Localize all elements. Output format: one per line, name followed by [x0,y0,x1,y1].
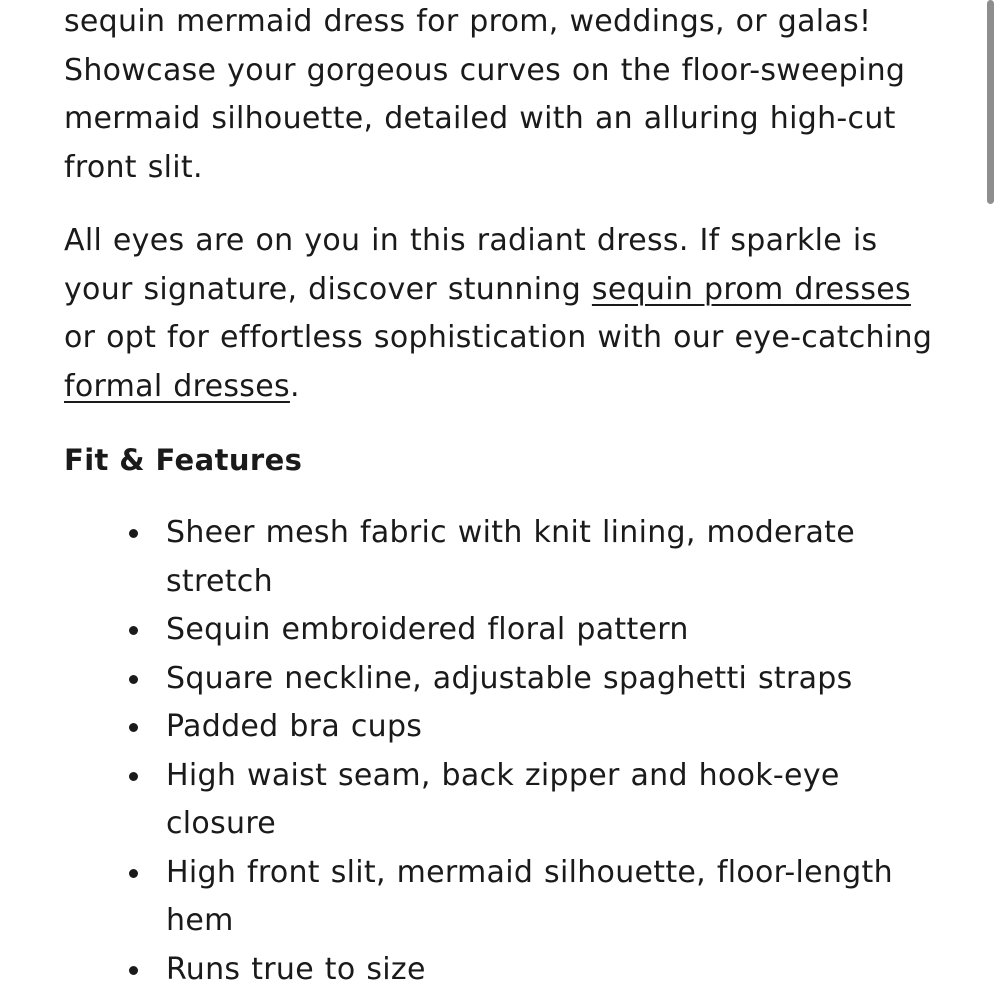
feature-item: High waist seam, back zipper and hook-eye closure [166,752,944,849]
feature-item: Runs true to size [166,946,944,995]
description-paragraph-2 [64,217,944,411]
sequin-prom-dresses-link[interactable]: sequin prom dresses [591,271,911,307]
paragraph-2-text-before: All eyes are on you in this radiant dress. If sparkle is your signature, discover stunning [64,223,878,307]
feature-item: High front slit, mermaid silhouette, floor-length hem [166,849,944,946]
feature-item: Sequin embroidered floral pattern [166,606,944,655]
feature-item: Padded bra cups [166,703,944,752]
description-paragraph-1: sequin mermaid dress for prom, weddings, or galas! Showcase your gorgeous curves on the floor-sweeping mermaid silhouette, detailed with an alluring high-cut front slit. [64,4,906,185]
paragraph-2-text-middle: or opt for effortless sophistication with our eye-catching [64,320,933,355]
product-description [64,0,944,994]
fit-features-heading: Fit & Features [64,443,303,477]
paragraph-2-text-after: . [289,368,300,404]
formal-dresses-link[interactable]: formal dresses [64,368,290,404]
feature-item: Square neckline, adjustable spaghetti straps [166,655,944,704]
feature-item: Sheer mesh fabric with knit lining, moderate stretch [166,509,944,606]
scrollbar-thumb[interactable] [987,0,994,204]
fit-features-list [64,509,944,994]
